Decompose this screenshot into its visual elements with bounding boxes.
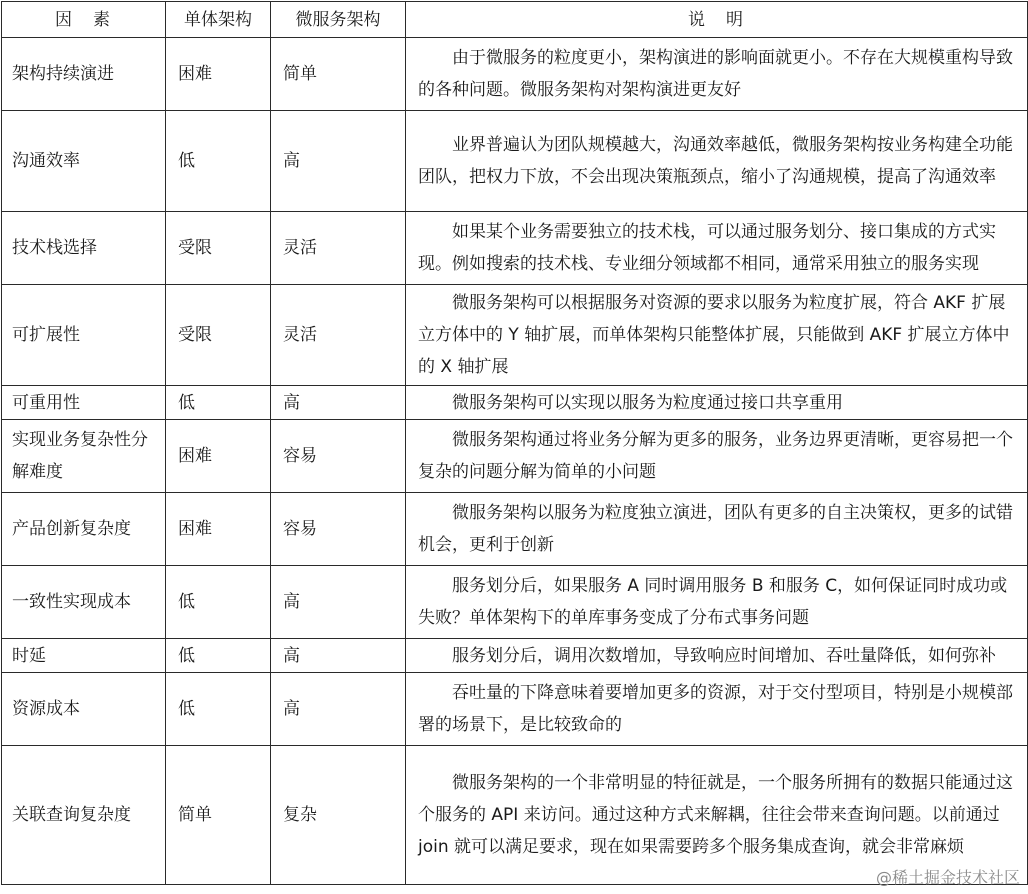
table-row [2,38,1028,111]
monolith-cell: 低 [166,386,271,420]
table-row [2,746,1028,885]
description-cell: 微服务架构可以实现以服务为粒度通过接口共享重用 [406,386,1028,420]
microservice-cell: 高 [271,386,406,420]
factor-cell: 技术栈选择 [2,212,166,285]
watermark-text: @稀土掘金技术社区 [875,868,1020,887]
description-cell: 服务划分后，如果服务 A 同时调用服务 B 和服务 C，如何保证同时成功或失败？单体架构下的单库事务变成了分布式事务问题 [406,566,1028,639]
microservice-cell: 灵活 [271,285,406,386]
factor-cell: 可扩展性 [2,285,166,386]
monolith-cell: 困难 [166,38,271,111]
table-row [2,673,1028,746]
monolith-cell: 受限 [166,212,271,285]
table-row [2,493,1028,566]
description-cell: 服务划分后，调用次数增加，导致响应时间增加、吞吐量降低，如何弥补 [406,639,1028,673]
table-row [2,212,1028,285]
table-row [2,386,1028,420]
table-row [2,420,1028,493]
monolith-cell: 低 [166,673,271,746]
microservice-cell: 灵活 [271,212,406,285]
factor-cell: 时延 [2,639,166,673]
factor-cell: 关联查询复杂度 [2,746,166,885]
header-description: 说 明 [406,2,1028,38]
monolith-cell: 低 [166,111,271,212]
header-row [2,2,1028,38]
description-cell: 吞吐量的下降意味着要增加更多的资源，对于交付型项目，特别是小规模部署的场景下，是比较致命的 [406,673,1028,746]
table-row [2,285,1028,386]
microservice-cell: 容易 [271,493,406,566]
table-row [2,566,1028,639]
description-cell: 微服务架构通过将业务分解为更多的服务，业务边界更清晰，更容易把一个复杂的问题分解为简单的小问题 [406,420,1028,493]
factor-cell: 实现业务复杂性分解难度 [2,420,166,493]
monolith-cell: 低 [166,639,271,673]
microservice-cell: 高 [271,111,406,212]
microservice-cell: 复杂 [271,746,406,885]
header-factor: 因 素 [2,2,166,38]
monolith-cell: 受限 [166,285,271,386]
monolith-cell: 低 [166,566,271,639]
table-row [2,639,1028,673]
monolith-cell: 困难 [166,493,271,566]
microservice-cell: 简单 [271,38,406,111]
monolith-cell: 简单 [166,746,271,885]
description-cell: 业界普遍认为团队规模越大，沟通效率越低，微服务架构按业务构建全功能团队，把权力下放，不会出现决策瓶颈点，缩小了沟通规模，提高了沟通效率 [406,111,1028,212]
description-cell: 微服务架构的一个非常明显的特征就是，一个服务所拥有的数据只能通过这个服务的 API 来访问。通过这种方式来解耦，往往会带来查询问题。以前通过 join 就可以满足要求，现在如果需要跨多个服务集成查询，就会非常麻烦 [406,746,1028,885]
factor-cell: 资源成本 [2,673,166,746]
header-microservice: 微服务架构 [271,2,406,38]
factor-cell: 沟通效率 [2,111,166,212]
comparison-table [1,1,1028,885]
description-cell: 微服务架构以服务为粒度独立演进，团队有更多的自主决策权，更多的试错机会，更利于创新 [406,493,1028,566]
description-cell: 如果某个业务需要独立的技术栈，可以通过服务划分、接口集成的方式实现。例如搜索的技术栈、专业细分领域都不相同，通常采用独立的服务实现 [406,212,1028,285]
microservice-cell: 高 [271,566,406,639]
description-cell: 微服务架构可以根据服务对资源的要求以服务为粒度扩展，符合 AKF 扩展立方体中的 Y 轴扩展，而单体架构只能整体扩展，只能做到 AKF 扩展立方体中的 X 轴扩展 [406,285,1028,386]
microservice-cell: 高 [271,639,406,673]
description-cell: 由于微服务的粒度更小，架构演进的影响面就更小。不存在大规模重构导致的各种问题。微服务架构对架构演进更友好 [406,38,1028,111]
factor-cell: 产品创新复杂度 [2,493,166,566]
table-row [2,111,1028,212]
factor-cell: 可重用性 [2,386,166,420]
factor-cell: 架构持续演进 [2,38,166,111]
microservice-cell: 容易 [271,420,406,493]
factor-cell: 一致性实现成本 [2,566,166,639]
monolith-cell: 困难 [166,420,271,493]
header-monolith: 单体架构 [166,2,271,38]
microservice-cell: 高 [271,673,406,746]
